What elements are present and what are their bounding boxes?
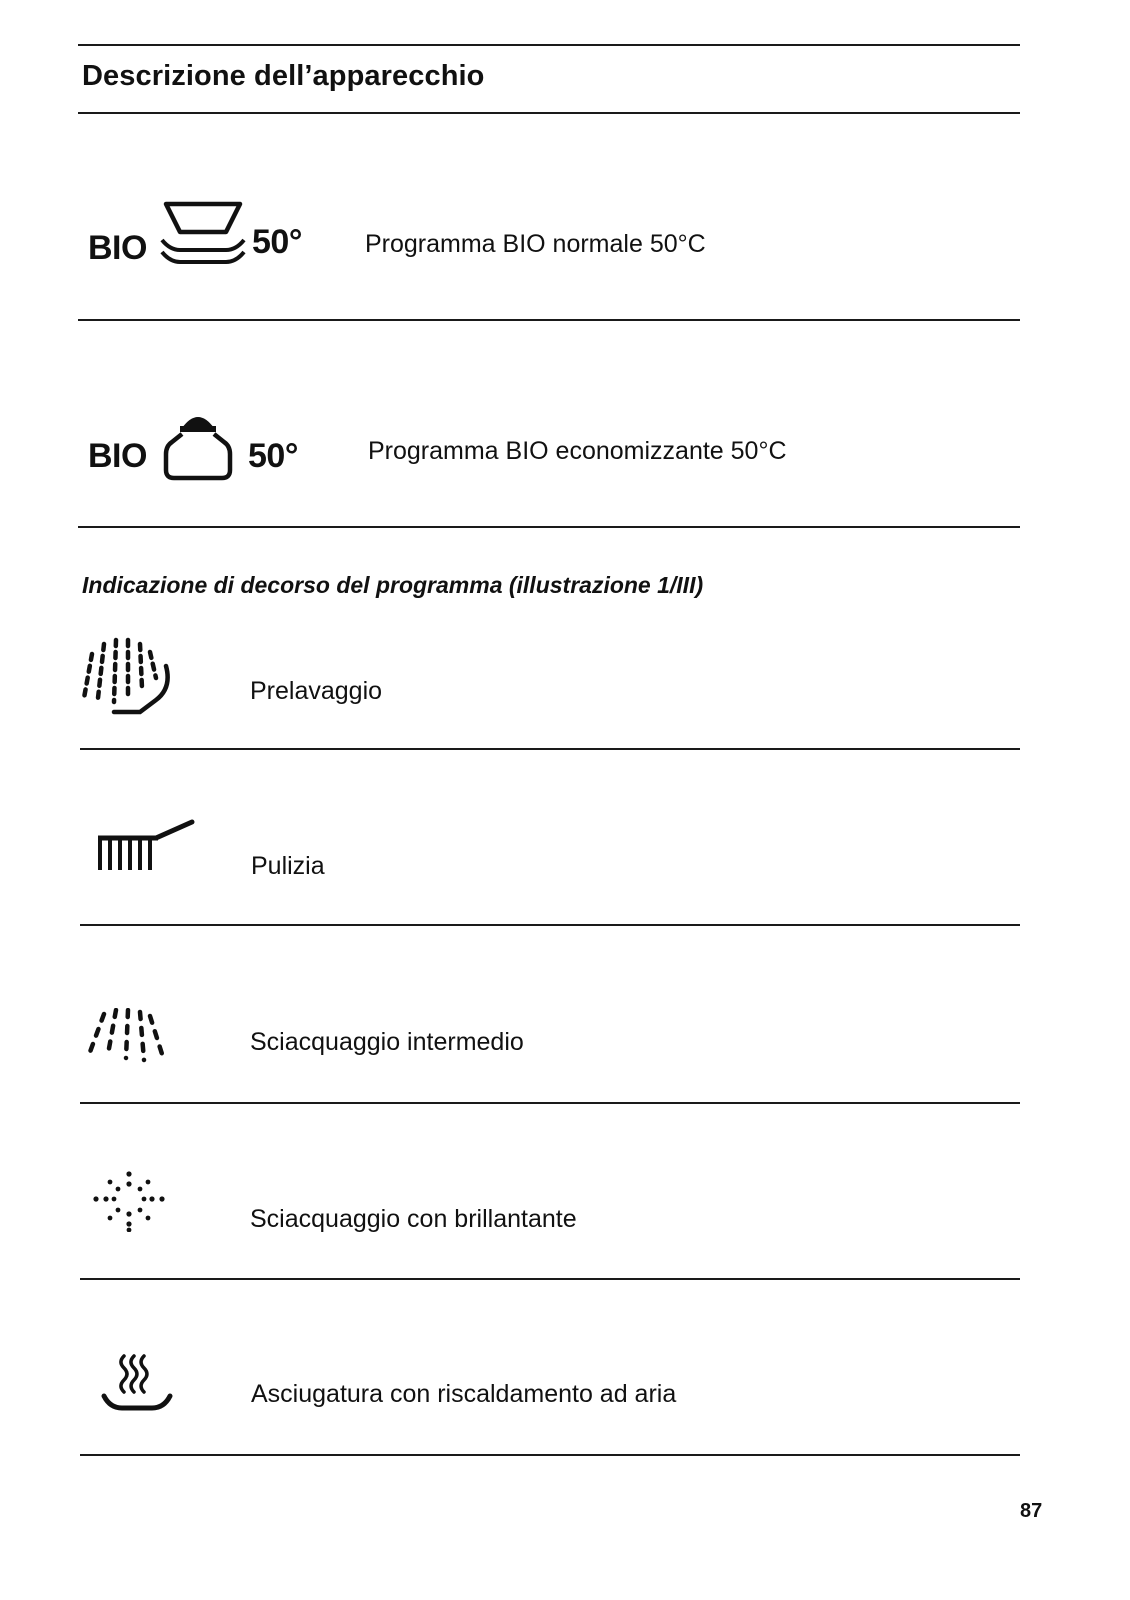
divider-5 xyxy=(80,1102,1020,1104)
program-label-normal: Programma BIO normale 50°C xyxy=(365,230,706,258)
phase-label-rinse-aid: Sciacquaggio con brillantante xyxy=(250,1205,577,1233)
sparkle-icon xyxy=(92,1168,166,1232)
dishes-stack-icon xyxy=(160,196,246,270)
divider-4 xyxy=(80,924,1020,926)
divider-6 xyxy=(80,1278,1020,1280)
phase-label-prewash: Prelavaggio xyxy=(250,677,383,705)
section-title: Indicazione di decorso del programma (illustrazione 1/III) xyxy=(82,572,704,598)
program-label-eco: Programma BIO economizzante 50°C xyxy=(368,437,787,465)
bio-text: BIO xyxy=(88,229,147,267)
page-number: 87 xyxy=(1020,1500,1043,1522)
temp-text: 50° xyxy=(248,437,298,475)
phase-label-drying: Asciugatura con riscaldamento ad aria xyxy=(251,1380,677,1408)
heat-dry-icon xyxy=(100,1350,174,1414)
divider-3 xyxy=(80,748,1020,750)
page-title: Descrizione dell’apparecchio xyxy=(82,60,485,92)
divider-1 xyxy=(78,319,1020,321)
phase-label-rinse: Sciacquaggio intermedio xyxy=(250,1028,524,1056)
brush-icon xyxy=(96,816,196,872)
rinse-spray-icon xyxy=(86,1008,170,1064)
header-rule xyxy=(78,112,1020,114)
bottom-rule xyxy=(80,1454,1020,1456)
temp-text: 50° xyxy=(252,223,302,261)
divider-2 xyxy=(78,526,1020,528)
eco-pot-icon xyxy=(158,408,238,484)
bio-text: BIO xyxy=(88,437,147,475)
prewash-spray-icon xyxy=(80,636,176,718)
phase-label-cleaning: Pulizia xyxy=(251,852,325,880)
top-rule xyxy=(78,44,1020,46)
